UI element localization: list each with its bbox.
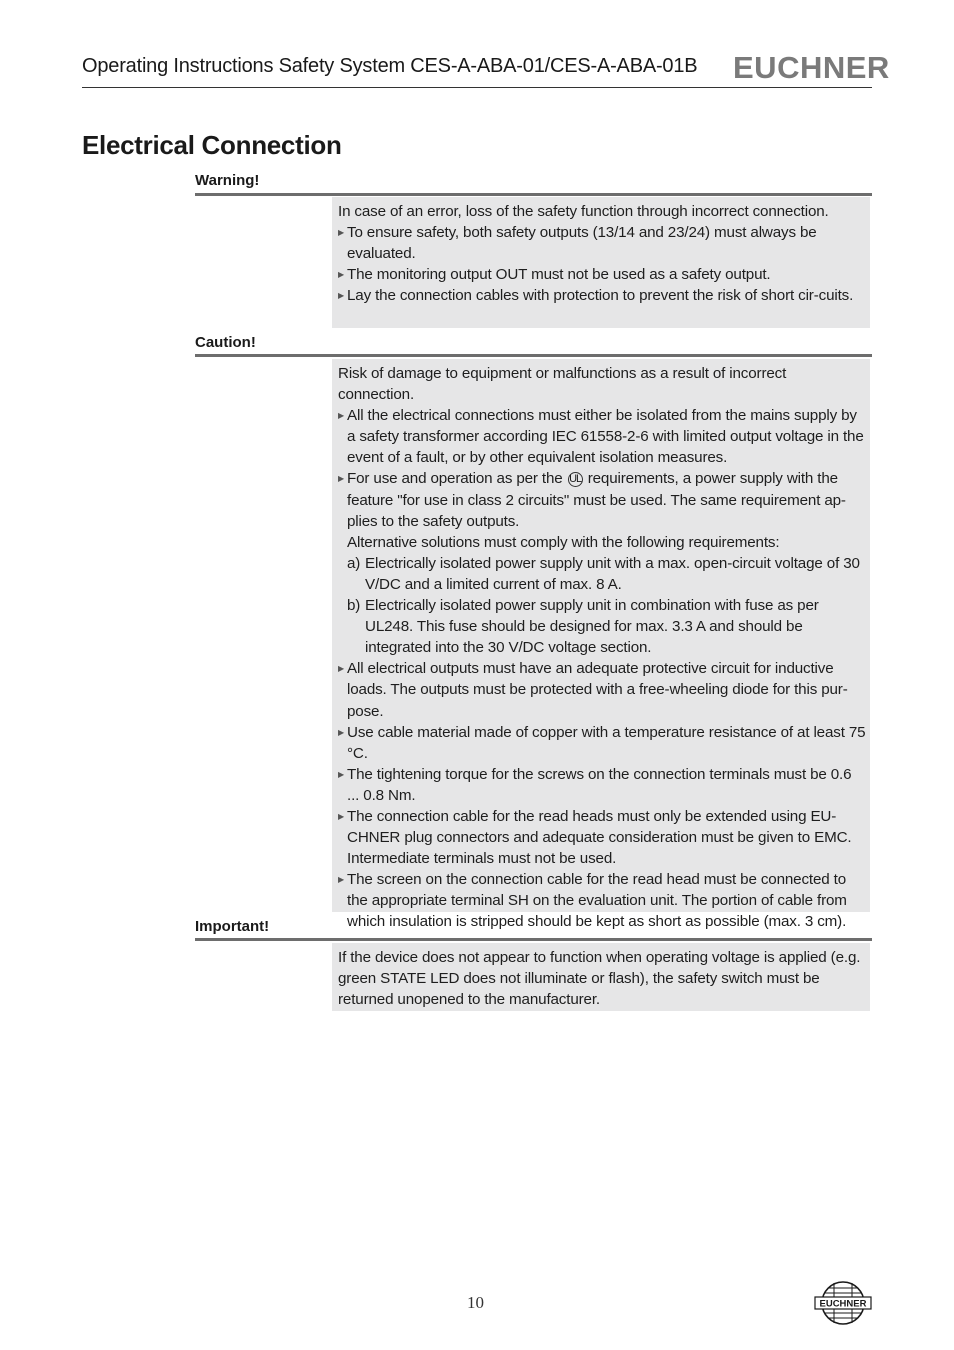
warning-title: Warning! xyxy=(195,172,260,189)
triangle-right-icon: ▶ xyxy=(338,769,345,779)
caution-bullet: ▶ The tightening torque for the screws on the connection terminals must be 0.6 ... 0.8 Nm. xyxy=(338,765,852,804)
caution-intro: Risk of damage to equipment or malfunctions as a result of incorrect connection. xyxy=(338,365,787,404)
alternative-intro: Alternative solutions must comply with the following requirements: xyxy=(347,533,780,551)
triangle-right-icon: ▶ xyxy=(338,664,345,674)
page-number: 10 xyxy=(467,1293,484,1312)
caution-title: Caution! xyxy=(195,334,256,351)
triangle-right-icon: ▶ xyxy=(338,270,345,280)
warning-box xyxy=(332,197,870,328)
important-divider xyxy=(195,938,872,941)
header-divider xyxy=(82,87,872,88)
warning-divider xyxy=(195,193,872,196)
warning-intro: In case of an error, loss of the safety function through incorrect connection. xyxy=(338,203,829,220)
ul-listing-mark-icon: UL xyxy=(569,473,582,486)
section-heading: Electrical Connection xyxy=(82,130,342,160)
important-box xyxy=(332,943,870,1011)
caution-bullet: ▶ All electrical outputs must have an adequate protective circuit for inductive loads. The outputs must be protected with a free-wheeling diode for this pur-pose. xyxy=(338,660,848,720)
caution-bullet: ▶ The screen on the connection cable for the read head must be connected to the appropriate terminal SH on the evaluation unit. The portion of cable from which insulation is stripped should be kept as short as possible (max. 3 cm). xyxy=(338,871,847,931)
important-title: Important! xyxy=(195,918,270,935)
caution-bullet: ▶ Use cable material made of copper with a temperature resistance of at least 75 °C. xyxy=(338,723,866,762)
triangle-right-icon: ▶ xyxy=(338,727,345,737)
caution-bullet: ▶ All the electrical connections must either be isolated from the mains supply by a safety transformer according IEC 61558-2-6 with limited output voltage in the event of a fault, or by other equivalent isolation measures. xyxy=(338,407,864,467)
triangle-right-icon: ▶ xyxy=(338,875,345,885)
warning-bullet: ▶ The monitoring output OUT must not be used as a safety output. xyxy=(338,264,866,285)
caution-divider xyxy=(195,354,872,357)
triangle-right-icon: ▶ xyxy=(338,811,345,821)
euchner-logo xyxy=(814,1280,872,1326)
document-title: Operating Instructions Safety System CES-A-ABA-01/CES-A-ABA-01B xyxy=(82,55,698,77)
sub-item: b) Electrically isolated power supply unit in combination with fuse as per UL248. This fuse should be designed for max. 3.3 A and should be integrated into the 30 V/DC voltage section. xyxy=(347,597,819,657)
triangle-right-icon: ▶ xyxy=(338,411,345,421)
euchner-brand-logo: EUCHNER xyxy=(733,50,890,85)
triangle-right-icon: ▶ xyxy=(338,291,345,301)
warning-bullet: ▶ To ensure safety, both safety outputs (13/14 and 23/24) must always be evaluated. xyxy=(338,224,817,263)
footer-logo-text: EUCHNER xyxy=(819,1298,867,1310)
triangle-right-icon: ▶ xyxy=(338,228,345,238)
caution-box xyxy=(332,359,870,931)
warning-bullet: ▶ Lay the connection cables with protection to prevent the risk of short cir-cuits. xyxy=(338,285,866,306)
triangle-right-icon: ▶ xyxy=(338,474,345,484)
caution-bullet: ▶ The connection cable for the read heads must only be extended using EU-CHNER plug connectors and adequate consideration must be given to EMC. Intermediate terminals must not be used. xyxy=(338,807,852,868)
caution-bullet: ▶ For use and operation as per the UL requirements, a power supply with the feature "for use in class 2 circuits" must be used. The same requirement ap-plies to the safety outputs. xyxy=(338,470,846,530)
sub-item: a) Electrically isolated power supply unit with a max. open-circuit voltage of 30 V/DC and a limited current of max. 8 A. xyxy=(347,554,860,593)
important-text: If the device does not appear to function when operating voltage is applied (e.g. green STATE LED does not illuminate or flash), the safety switch must be returned unopened to the manufacturer. xyxy=(338,949,861,1009)
